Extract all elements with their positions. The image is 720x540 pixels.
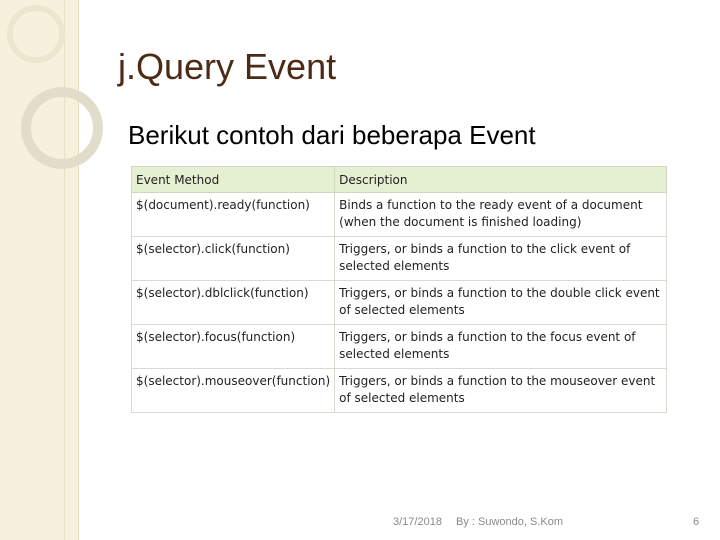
- description-cell: Triggers, or binds a function to the mouseover event of selected elements: [335, 369, 667, 413]
- header-event-method: Event Method: [132, 167, 335, 193]
- table-header-row: [132, 167, 667, 193]
- table-row: [132, 193, 667, 237]
- description-cell: Binds a function to the ready event of a document (when the document is finished loading): [335, 193, 667, 237]
- slide-subtitle: Berikut contoh dari beberapa Event: [128, 120, 536, 150]
- header-description: Description: [335, 167, 667, 193]
- event-method-cell: $(selector).dblclick(function): [132, 281, 335, 325]
- description-cell: Triggers, or binds a function to the click event of selected elements: [335, 237, 667, 281]
- circle-decoration-icon: [0, 0, 120, 200]
- table-row: [132, 237, 667, 281]
- description-cell: Triggers, or binds a function to the double click event of selected elements: [335, 281, 667, 325]
- event-method-cell: $(selector).focus(function): [132, 325, 335, 369]
- footer-page-number: 6: [693, 516, 700, 528]
- event-methods-table: [131, 166, 667, 413]
- table-row: [132, 325, 667, 369]
- description-cell: Triggers, or binds a function to the focus event of selected elements: [335, 325, 667, 369]
- event-method-cell: $(selector).mouseover(function): [132, 369, 335, 413]
- slide-title: j.Query Event: [118, 46, 337, 87]
- footer-author: By : Suwondo, S.Kom: [456, 516, 563, 528]
- table-row: [132, 369, 667, 413]
- event-method-cell: $(selector).click(function): [132, 237, 335, 281]
- event-method-cell: $(document).ready(function): [132, 193, 335, 237]
- table-row: [132, 281, 667, 325]
- footer-date: 3/17/2018: [393, 516, 442, 528]
